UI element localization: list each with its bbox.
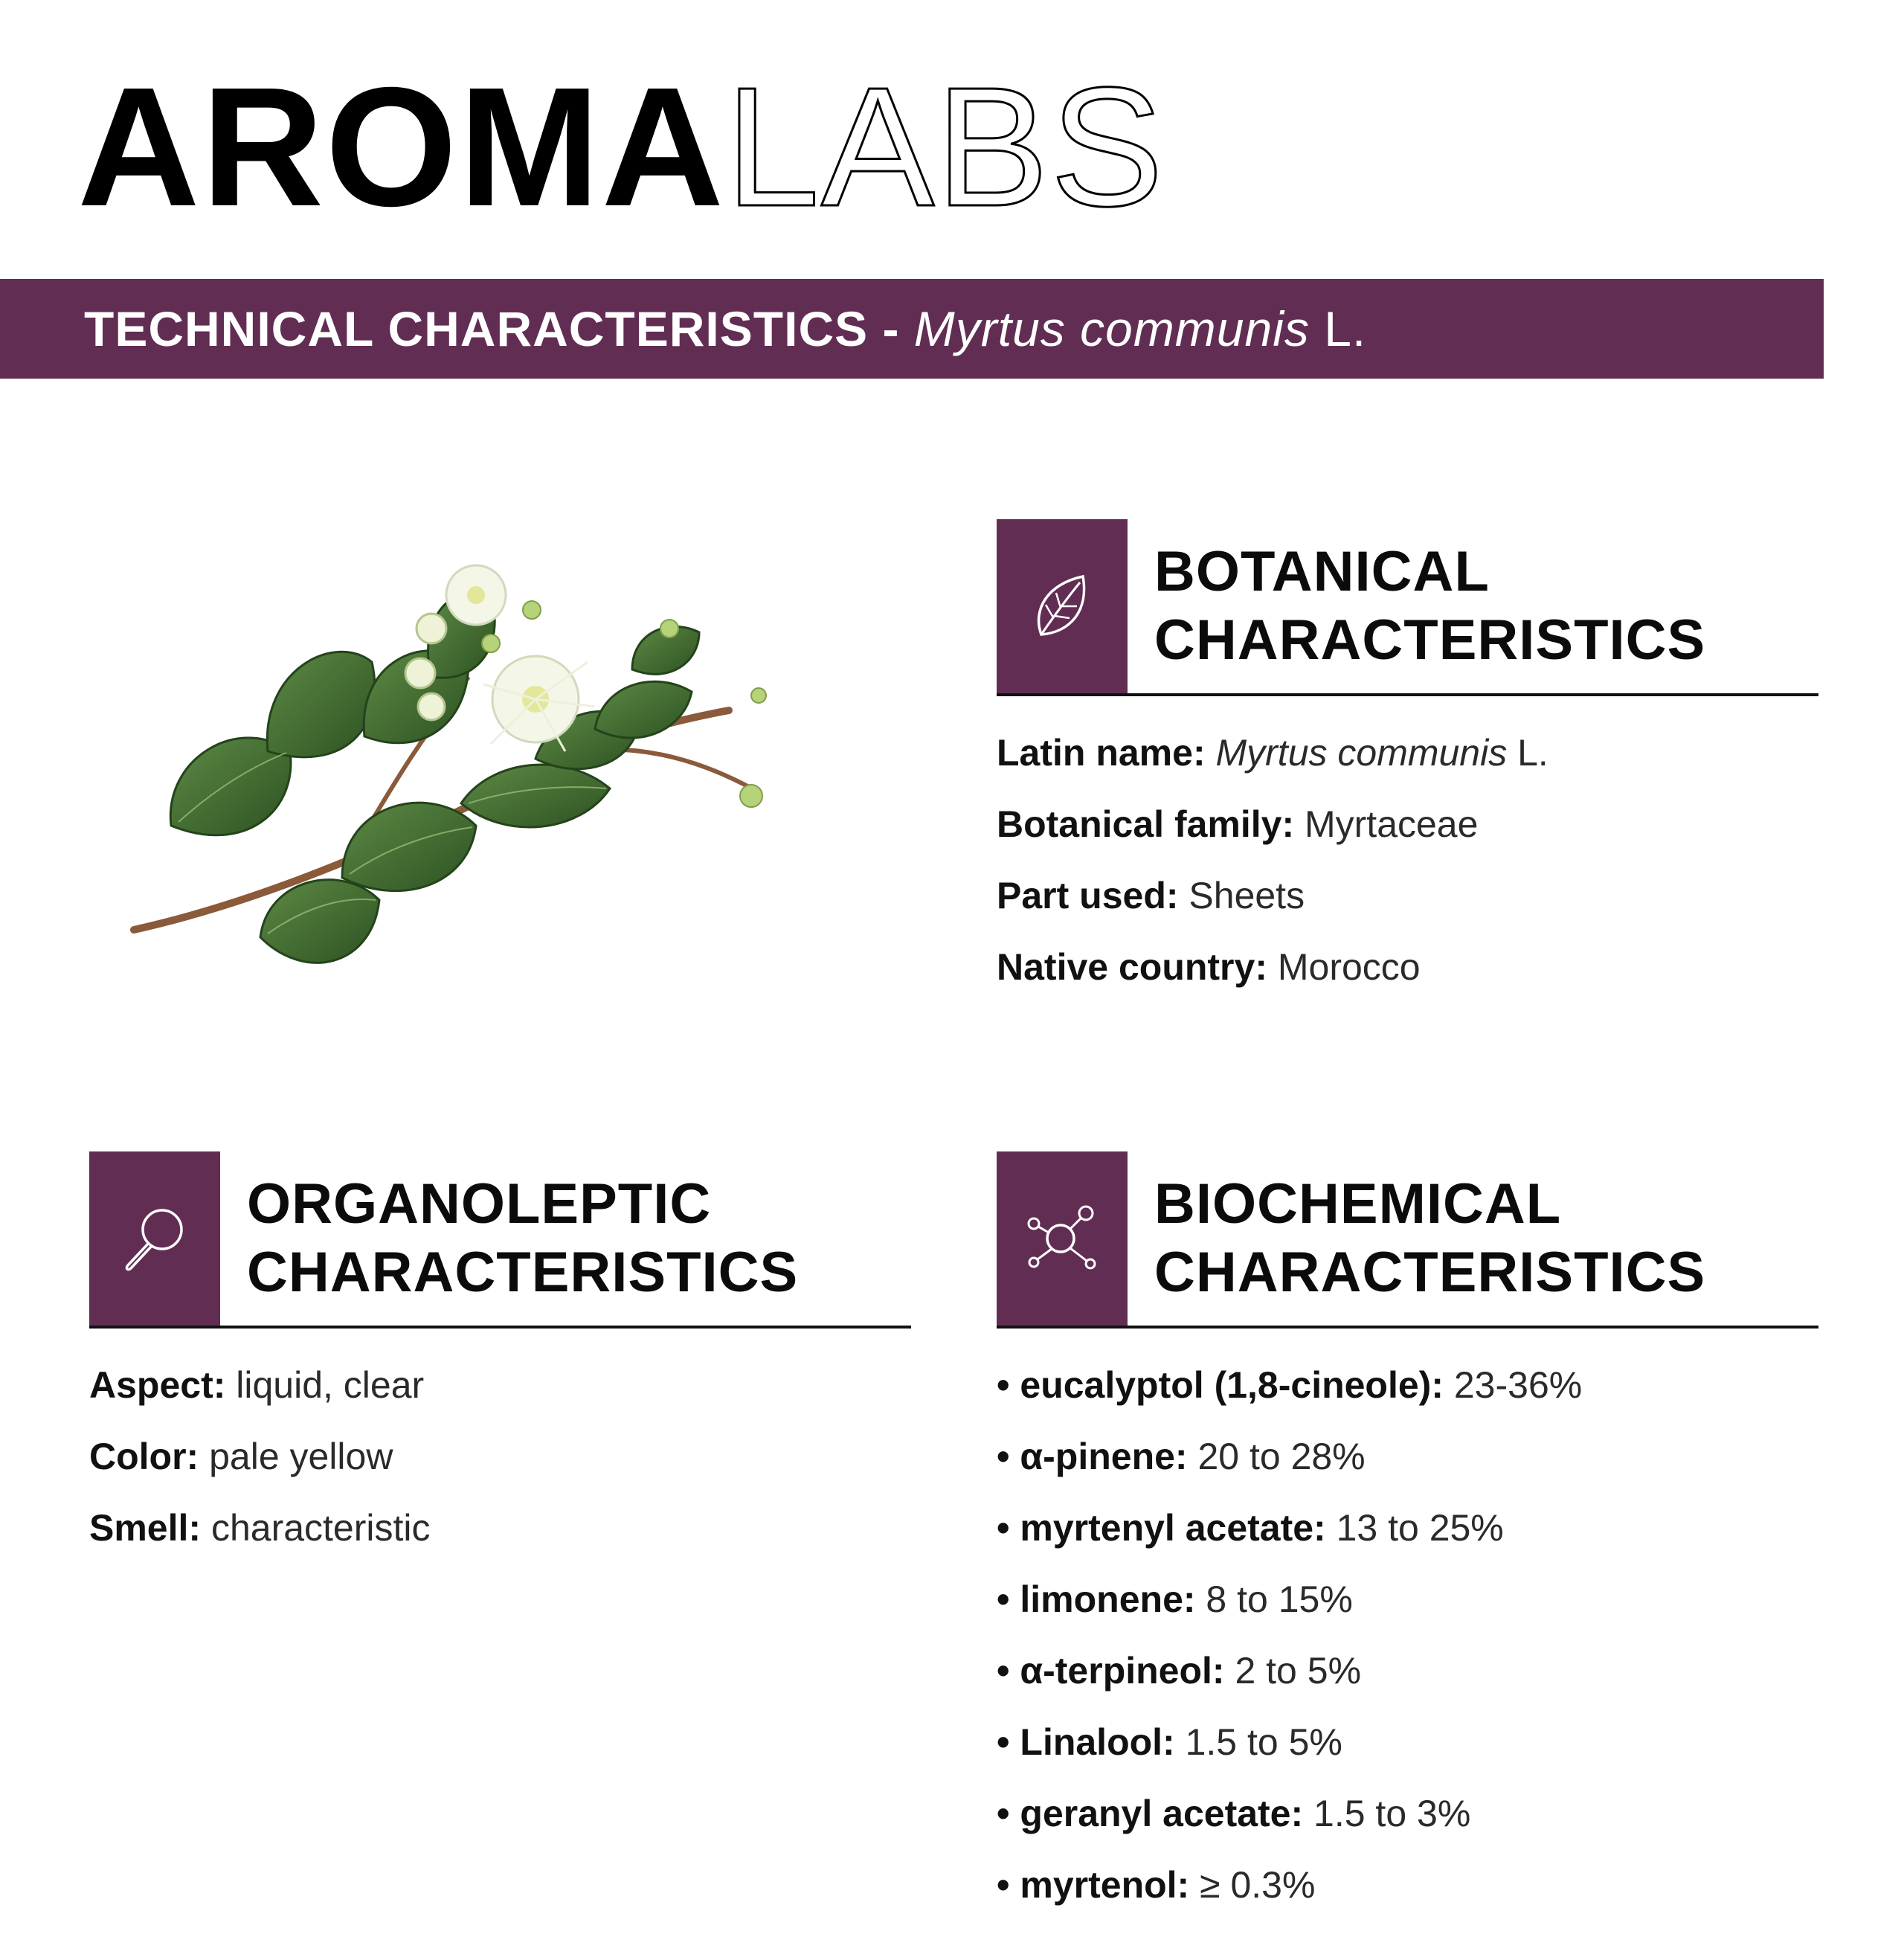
row-value: liquid, clear bbox=[225, 1364, 425, 1406]
biochemical-section bbox=[997, 1151, 1818, 1934]
botanical-rows bbox=[997, 730, 1818, 1016]
botanical-section bbox=[997, 519, 1818, 1016]
logo-aroma: AROMA bbox=[77, 53, 726, 242]
row-value: 1.5 to 3% bbox=[1303, 1793, 1471, 1834]
row-label: • eucalyptol (1,8-cineole): bbox=[997, 1364, 1444, 1406]
row-label: • myrtenol: bbox=[997, 1864, 1190, 1906]
row-label: • geranyl acetate: bbox=[997, 1793, 1304, 1834]
organoleptic-row-aspect bbox=[89, 1363, 911, 1434]
botanical-row-family bbox=[997, 802, 1818, 873]
organoleptic-title bbox=[247, 1151, 798, 1326]
row-value: 2 to 5% bbox=[1224, 1650, 1362, 1692]
row-value: Morocco bbox=[1267, 946, 1421, 988]
organoleptic-icon-box bbox=[89, 1151, 220, 1326]
row-label: • limonene: bbox=[997, 1578, 1196, 1620]
molecule-icon bbox=[1025, 1201, 1099, 1276]
compound-row bbox=[997, 1863, 1818, 1934]
banner-species: Myrtus communis bbox=[913, 301, 1310, 356]
brand-logo bbox=[77, 53, 1165, 242]
row-value: pale yellow bbox=[199, 1436, 393, 1477]
title-banner bbox=[0, 279, 1824, 379]
organoleptic-section bbox=[89, 1151, 911, 1577]
row-value: 20 to 28% bbox=[1187, 1436, 1366, 1477]
row-label: • myrtenyl acetate: bbox=[997, 1507, 1326, 1549]
leaf-icon bbox=[1025, 569, 1099, 643]
row-value: ≥ 0.3% bbox=[1189, 1864, 1316, 1906]
row-value-author: L. bbox=[1507, 732, 1548, 774]
botanical-title bbox=[1154, 519, 1705, 693]
row-label: Botanical family: bbox=[997, 803, 1295, 845]
botanical-row-part bbox=[997, 873, 1818, 945]
organoleptic-title-line1: ORGANOLEPTIC bbox=[247, 1172, 712, 1236]
row-value: characteristic bbox=[201, 1507, 431, 1549]
organoleptic-header bbox=[89, 1151, 911, 1329]
row-label: Aspect: bbox=[89, 1364, 226, 1406]
biochemical-rows bbox=[997, 1363, 1818, 1934]
botanical-icon-box bbox=[997, 519, 1128, 693]
biochemical-header bbox=[997, 1151, 1818, 1329]
organoleptic-row-color bbox=[89, 1434, 911, 1506]
banner-title-text: TECHNICAL CHARACTERISTICS - bbox=[84, 301, 914, 356]
biochemical-title-line1: BIOCHEMICAL bbox=[1154, 1172, 1562, 1236]
row-value: 23-36% bbox=[1443, 1364, 1583, 1406]
row-label: Part used: bbox=[997, 875, 1179, 916]
botanical-row-country bbox=[997, 945, 1818, 1016]
row-label: Latin name: bbox=[997, 732, 1206, 774]
row-label: • α-pinene: bbox=[997, 1436, 1188, 1477]
botanical-title-line1: BOTANICAL bbox=[1154, 540, 1490, 603]
compound-row bbox=[997, 1577, 1818, 1648]
compound-row bbox=[997, 1648, 1818, 1720]
banner-title bbox=[84, 279, 1366, 379]
row-value: Myrtaceae bbox=[1294, 803, 1479, 845]
botanical-row-latin bbox=[997, 730, 1818, 802]
row-label: Smell: bbox=[89, 1507, 202, 1549]
magnifier-icon bbox=[118, 1201, 192, 1276]
row-value: 8 to 15% bbox=[1195, 1578, 1353, 1620]
compound-row bbox=[997, 1506, 1818, 1577]
compound-row bbox=[997, 1720, 1818, 1791]
row-label: Color: bbox=[89, 1436, 199, 1477]
organoleptic-rows bbox=[89, 1363, 911, 1577]
organoleptic-title-line2: CHARACTERISTICS bbox=[247, 1241, 799, 1304]
row-value: 1.5 to 5% bbox=[1174, 1721, 1342, 1763]
banner-author: L. bbox=[1309, 301, 1367, 356]
row-label: Native country: bbox=[997, 946, 1267, 988]
organoleptic-row-smell bbox=[89, 1506, 911, 1577]
biochemical-icon-box bbox=[997, 1151, 1128, 1326]
biochemical-title bbox=[1154, 1151, 1705, 1326]
biochemical-title-line2: CHARACTERISTICS bbox=[1154, 1241, 1706, 1304]
row-label: • Linalool: bbox=[997, 1721, 1175, 1763]
row-value: 13 to 25% bbox=[1325, 1507, 1504, 1549]
compound-row bbox=[997, 1791, 1818, 1863]
botanical-header bbox=[997, 519, 1818, 696]
logo-labs: LABS bbox=[725, 53, 1165, 242]
botanical-title-line2: CHARACTERISTICS bbox=[1154, 608, 1706, 672]
compound-row bbox=[997, 1363, 1818, 1434]
myrtle-branch-illustration bbox=[119, 550, 878, 1041]
row-value: Sheets bbox=[1178, 875, 1305, 916]
compound-row bbox=[997, 1434, 1818, 1506]
row-label: • α-terpineol: bbox=[997, 1650, 1225, 1692]
row-value-species: Myrtus communis bbox=[1215, 732, 1508, 774]
